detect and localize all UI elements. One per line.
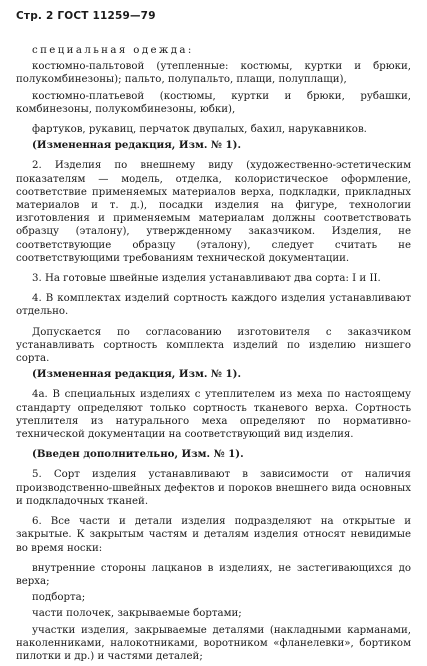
- clause-2: 2. Изделия по внешнему виду (художественно-эстетическим показателям — модель, отделка, колористическое оформление, соответствие применяемых материалов верха, подкладки, прикладных материалов и т. д.), посадки изделия на фигуре, технологии изготовления и применяемым материалам должны соответствовать образцу (эталону), утвержденному заказчиком. Изделия, не соответствующие образцу (эталону), следует считать не соответствующими требованиям технической документации.: [16, 160, 411, 264]
- paragraph-dress-suit: костюмно-платьевой (костюмы, куртки и брюки, рубашки, комбинезоны, полукомбинезоны, юбки),: [16, 90, 411, 115]
- clause-4-permission: Допускается по согласованию изготовителя с заказчиком устанавливать сортность комплекта изделий по изделию низшего сорта.: [16, 326, 411, 365]
- amendment-note-2: (Измененная редакция, Изм. № 1).: [32, 368, 242, 381]
- clause-3: 3. На готовые швейные изделия устанавливают два сорта: I и II.: [32, 273, 381, 285]
- list-item-fronts: части полочек, закрываемые бортами;: [32, 608, 242, 620]
- list-item-facings: подборта;: [32, 592, 86, 604]
- document-page: [16, 10, 411, 666]
- clause-5: 5. Сорт изделия устанавливают в зависимости от наличия производственно-швейных дефектов и пороков внешнего вида основных и подкладочных тканей.: [16, 469, 411, 507]
- clause-6: 6. Все части и детали изделия подразделяют на открытые и закрытые. К закрытым частям и деталям изделия относят невидимые во время носки:: [16, 516, 411, 554]
- page-header: Стр. 2 ГОСТ 11259—79: [16, 10, 156, 22]
- list-item-covered-areas: участки изделия, закрываемые деталями (накладными карманами, наколенниками, налокотниками, воротником «фланелевки», бортиком пилотки и др.) и частями деталей;: [16, 624, 411, 662]
- clause-4: 4. В комплектах изделий сортность каждого изделия устанавливают отдельно.: [16, 293, 411, 318]
- clause-4a: 4а. В специальных изделиях с утеплителем из меха по настоящему стандарту определяют только сортность тканевого верха. Сортность утеплителя из натурального меха определяют по нормативно-технической документации на соответствующий вид изделия.: [16, 389, 411, 441]
- list-item-lapels: внутренние стороны лацканов в изделиях, не застегивающихся до верха;: [16, 562, 411, 587]
- paragraph-special-clothing: специальная одежда:: [32, 45, 194, 56]
- amendment-note-1: (Измененная редакция, Изм. № 1).: [32, 139, 242, 152]
- amendment-note-3: (Введен дополнительно, Изм. № 1).: [32, 448, 244, 461]
- paragraph-aprons: фартуков, рукавиц, перчаток двупалых, бахил, нарукавников.: [32, 124, 367, 136]
- paragraph-coat-suit: костюмно-пальтовой (утепленные: костюмы, куртки и брюки, полукомбинезоны); пальто, полупальто, плащи, полуплащи),: [16, 61, 411, 86]
